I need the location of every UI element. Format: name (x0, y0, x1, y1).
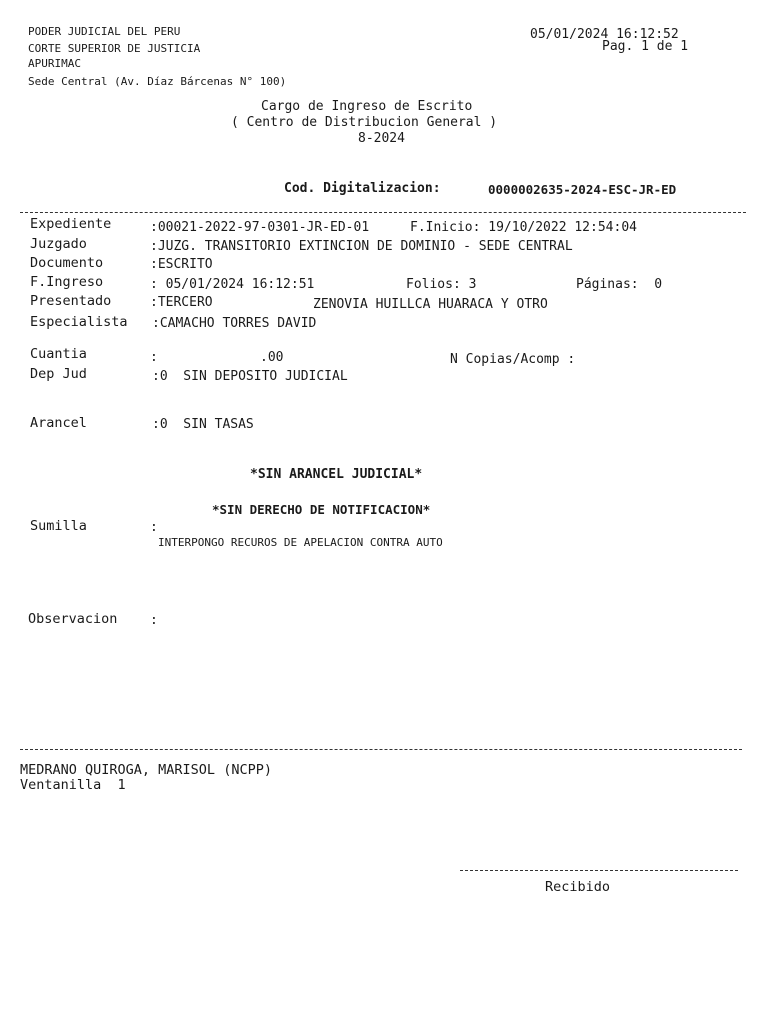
n-copias-acomp: N Copias/Acomp : (450, 352, 576, 367)
court-name: CORTE SUPERIOR DE JUSTICIA (28, 42, 201, 55)
court-address: Sede Central (Av. Díaz Bárcenas N° 100) (28, 75, 287, 88)
institution-name: PODER JUDICIAL DEL PERU (28, 25, 181, 38)
signature-line (460, 870, 738, 871)
expediente-value: :00021-2022-97-0301-JR-ED-01 (150, 220, 370, 235)
cod-digitalizacion-label: Cod. Digitalizacion: (284, 181, 441, 196)
cuantia-colon: : (150, 350, 158, 365)
expediente-label: Expediente (30, 216, 112, 232)
cuantia-value: .00 (260, 350, 284, 365)
document-title: Cargo de Ingreso de Escrito (261, 99, 473, 114)
document-subtitle: ( Centro de Distribucion General ) (231, 115, 498, 130)
bottom-separator (20, 749, 742, 750)
top-separator (20, 212, 746, 213)
sumilla-text: INTERPONGO RECUROS DE APELACION CONTRA AUTO (158, 536, 443, 549)
sumilla-label: Sumilla (30, 518, 87, 534)
presentado-label: Presentado (30, 293, 112, 309)
especialista-value: :CAMACHO TORRES DAVID (152, 316, 317, 331)
operator-name: MEDRANO QUIROGA, MARISOL (NCPP) (20, 762, 272, 778)
print-datetime: 05/01/2024 16:12:52 (530, 27, 679, 42)
sumilla-colon: : (150, 520, 158, 535)
document-number: 8-2024 (358, 131, 405, 146)
page-number: Pag. 1 de 1 (602, 39, 689, 54)
court-region: APURIMAC (28, 57, 81, 70)
fecha-inicio: F.Inicio: 19/10/2022 12:54:04 (410, 220, 637, 235)
juzgado-value: :JUZG. TRANSITORIO EXTINCION DE DOMINIO - SEDE CENTRAL (150, 239, 573, 254)
arancel-value: :0 SIN TASAS (152, 417, 254, 432)
presentado-name: ZENOVIA HUILLCA HUARACA Y OTRO (313, 297, 548, 312)
juzgado-label: Juzgado (30, 236, 87, 252)
sin-arancel-notice: *SIN ARANCEL JUDICIAL* (250, 467, 423, 482)
cod-digitalizacion-value: 0000002635-2024-ESC-JR-ED (488, 182, 677, 197)
especialista-label: Especialista (30, 314, 128, 330)
fecha-ingreso-label: F.Ingreso (30, 274, 104, 290)
cuantia-label: Cuantia (30, 346, 87, 362)
presentado-value: :TERCERO (150, 295, 213, 310)
folios: Folios: 3 (406, 277, 477, 292)
fecha-ingreso-value: : 05/01/2024 16:12:51 (150, 277, 315, 292)
observacion-label: Observacion (28, 611, 118, 627)
ventanilla: Ventanilla 1 (20, 777, 126, 793)
observacion-colon: : (150, 613, 158, 628)
dep-jud-value: :0 SIN DEPOSITO JUDICIAL (152, 369, 348, 384)
documento-label: Documento (30, 255, 104, 271)
paginas: Páginas: 0 (576, 277, 663, 292)
dep-jud-label: Dep Jud (30, 366, 87, 382)
arancel-label: Arancel (30, 415, 87, 431)
documento-value: :ESCRITO (150, 257, 213, 272)
sin-derecho-notice: *SIN DERECHO DE NOTIFICACION* (212, 502, 431, 517)
recibido-label: Recibido (545, 879, 611, 895)
